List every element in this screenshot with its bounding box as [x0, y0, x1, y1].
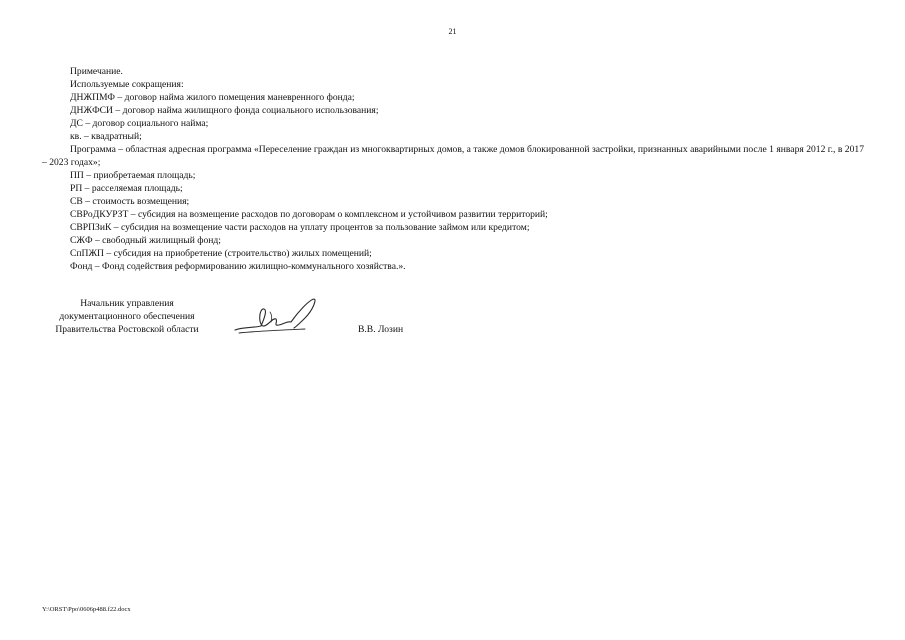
signer-name: В.В. Лозин — [358, 324, 404, 335]
file-path: Y:\ORST\Ppo\0606p488.f22.docx — [42, 606, 131, 613]
signature-block — [42, 297, 462, 347]
note-block — [42, 65, 864, 273]
abbreviation-line: ДНЖФСИ – договор найма жилищного фонда социального использования; — [70, 105, 379, 116]
note-title: Примечание. — [70, 66, 123, 77]
abbreviation-line: СпПЖП – субсидия на приобретение (строительство) жилых помещений; — [70, 248, 372, 259]
signer-position-line: документационного обеспечения — [59, 311, 195, 322]
abbreviation-line: ДС – договор социального найма; — [70, 118, 209, 129]
handwritten-signature-icon — [227, 295, 332, 340]
signer-position — [42, 297, 212, 336]
abbreviation-line: СВ – стоимость возмещения; — [70, 196, 190, 207]
abbreviation-line: СВРПЗиК – субсидия на возмещение части расходов на уплату процентов за пользование займом или кредитом; — [70, 222, 530, 233]
abbreviation-line: РП – расселяемая площадь; — [70, 183, 183, 194]
program-definition: Программа – областная адресная программа «Переселение граждан из многоквартирных домов, а также домов блокированной застройки, признанных аварийными после 1 января 2012 г., в 2017 – 2023 годах»; — [42, 144, 864, 168]
page-number: 21 — [448, 27, 457, 36]
abbreviation-line: СВРоДКУРЗТ – субсидия на возмещение расходов по договорам о комплексном и устойчивом развитии территорий; — [70, 209, 548, 220]
abbreviation-line: Фонд – Фонд содействия реформированию жилищно-коммунального хозяйства.». — [70, 261, 406, 272]
abbreviation-line: СЖФ – свободный жилищный фонд; — [70, 235, 221, 246]
abbreviation-line: ДНЖПМФ – договор найма жилого помещения маневренного фонда; — [70, 92, 355, 103]
signer-position-line: Правительства Ростовской области — [55, 324, 199, 335]
abbreviation-line: кв. – квадратный; — [70, 131, 142, 142]
abbreviations-intro: Используемые сокращения: — [70, 79, 184, 90]
signer-position-line: Начальник управления — [80, 298, 174, 309]
abbreviation-line: ПП – приобретаемая площадь; — [70, 170, 196, 181]
